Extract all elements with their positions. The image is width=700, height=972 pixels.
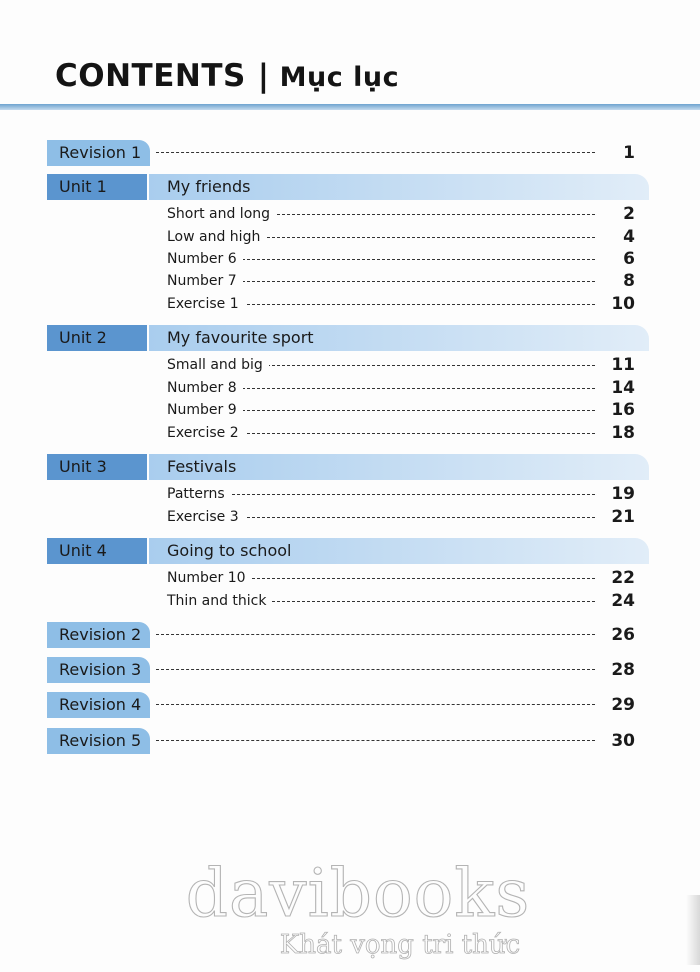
- unit-label: Unit 1: [47, 174, 147, 200]
- unit-title: My favourite sport: [149, 325, 649, 351]
- page-number: 21: [611, 507, 635, 527]
- revision-label: Revision 1: [47, 140, 150, 166]
- unit-title: Festivals: [149, 454, 649, 480]
- unit-label: Unit 3: [47, 454, 147, 480]
- revision-label: Revision 3: [47, 657, 150, 683]
- toc-entry[interactable]: [167, 399, 635, 421]
- page-number: 28: [611, 660, 635, 680]
- unit-title: Going to school: [149, 538, 649, 564]
- page-number: 2: [623, 204, 635, 224]
- toc-entry[interactable]: [167, 590, 635, 612]
- toc-entry[interactable]: [167, 248, 635, 270]
- page-number: 1: [623, 143, 635, 163]
- page-number: 22: [611, 568, 635, 588]
- page-number: 4: [623, 227, 635, 247]
- page-number: 11: [611, 355, 635, 375]
- lesson-title: Number 6: [167, 248, 243, 270]
- lesson-title: Thin and thick: [167, 590, 272, 612]
- page-number: 30: [611, 731, 635, 751]
- page-number: 18: [611, 423, 635, 443]
- dotted-leader: [156, 740, 595, 741]
- toc-entry[interactable]: [167, 422, 635, 444]
- lesson-title: Patterns: [167, 483, 231, 505]
- page-number: 19: [611, 484, 635, 504]
- dotted-leader: [156, 634, 595, 635]
- lesson-title: Short and long: [167, 203, 276, 225]
- unit-header-1[interactable]: [47, 174, 649, 200]
- unit-label: Unit 2: [47, 325, 147, 351]
- page-number: 6: [623, 249, 635, 269]
- lesson-title: Number 7: [167, 270, 243, 292]
- lesson-title: Low and high: [167, 226, 266, 248]
- lesson-title: Number 8: [167, 377, 243, 399]
- toc-entry-revision-5[interactable]: [47, 728, 635, 754]
- lesson-title: Exercise 3: [167, 506, 245, 528]
- revision-label: Revision 4: [47, 692, 150, 718]
- unit-header-3[interactable]: [47, 454, 649, 480]
- toc-entry[interactable]: [167, 354, 635, 376]
- lesson-title: Number 9: [167, 399, 243, 421]
- toc-entry[interactable]: [167, 483, 635, 505]
- toc-entry[interactable]: [167, 567, 635, 589]
- page-number: 16: [611, 400, 635, 420]
- title-vietnamese: Mục lục: [279, 62, 400, 93]
- revision-label: Revision 5: [47, 728, 150, 754]
- toc-entry[interactable]: [167, 293, 635, 315]
- unit-header-2[interactable]: [47, 325, 649, 351]
- dotted-leader: [167, 494, 595, 495]
- dotted-leader: [156, 704, 595, 705]
- page-number: 14: [611, 378, 635, 398]
- toc-entry[interactable]: [167, 226, 635, 248]
- title-separator: |: [257, 58, 270, 94]
- page-edge-shadow: [686, 895, 700, 965]
- unit-title: My friends: [149, 174, 649, 200]
- toc-entry-revision-1[interactable]: [47, 140, 635, 166]
- watermark-slogan: Khát vọng tri thức: [279, 930, 521, 960]
- revision-label: Revision 2: [47, 622, 150, 648]
- watermark-brand: davibooks: [185, 855, 531, 932]
- page-number: 26: [611, 625, 635, 645]
- page-number: 10: [611, 294, 635, 314]
- toc-entry-revision-4[interactable]: [47, 692, 635, 718]
- toc-entry[interactable]: [167, 270, 635, 292]
- toc-entry[interactable]: [167, 506, 635, 528]
- page-number: 8: [623, 271, 635, 291]
- dotted-leader: [156, 152, 595, 153]
- lesson-title: Exercise 1: [167, 293, 245, 315]
- page-number: 24: [611, 591, 635, 611]
- lesson-title: Small and big: [167, 354, 269, 376]
- toc-entry[interactable]: [167, 203, 635, 225]
- lesson-title: Number 10: [167, 567, 252, 589]
- title-english: CONTENTS: [55, 58, 246, 94]
- toc-entry[interactable]: [167, 377, 635, 399]
- toc-entry-revision-3[interactable]: [47, 657, 635, 683]
- page-number: 29: [611, 695, 635, 715]
- unit-header-4[interactable]: [47, 538, 649, 564]
- lesson-title: Exercise 2: [167, 422, 245, 444]
- unit-label: Unit 4: [47, 538, 147, 564]
- toc-entry-revision-2[interactable]: [47, 622, 635, 648]
- dotted-leader: [156, 669, 595, 670]
